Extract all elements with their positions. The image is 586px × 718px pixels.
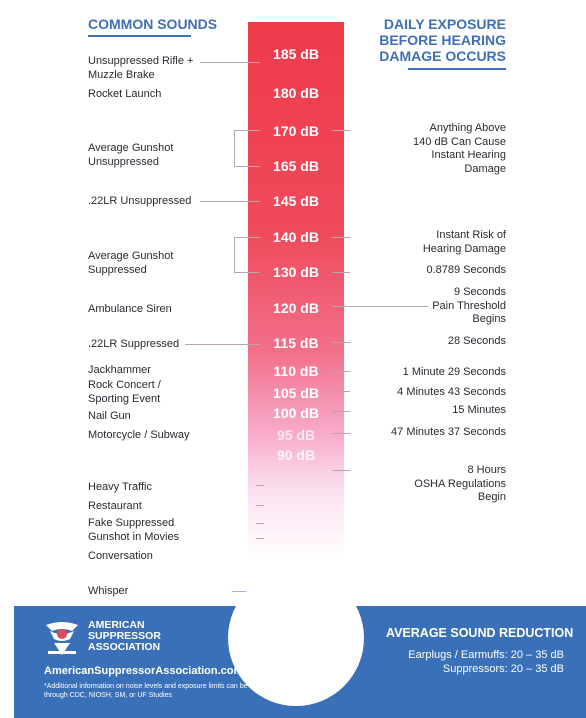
connector-line [332, 371, 350, 372]
connector-line [234, 130, 235, 166]
connector-line [332, 342, 350, 343]
connector-line [332, 272, 350, 273]
connector-line [332, 237, 350, 238]
sound-label: Motorcycle / Subway [88, 429, 190, 441]
org-url-link[interactable]: AmericanSuppressorAssociation.com [44, 665, 244, 677]
sound-label: Fake Suppressed Gunshot in Movies [88, 517, 180, 543]
connector-line [332, 411, 350, 412]
connector-line [332, 391, 350, 392]
exposure-label: 47 Minutes 37 Seconds [391, 426, 506, 438]
connector-line [332, 306, 428, 307]
sound-label: Jackhammer [88, 364, 151, 376]
db-level: 130 dB [273, 264, 319, 280]
daily-exposure-header: DAILY EXPOSURE BEFORE HEARING DAMAGE OCCURS [379, 16, 506, 64]
sound-label: Average Gunshot Suppressed [88, 250, 174, 276]
eagle-logo-icon [42, 617, 82, 659]
sound-label: Heavy Traffic [88, 481, 152, 493]
exposure-label: 1 Minute 29 Seconds [402, 366, 506, 378]
connector-line [234, 237, 260, 238]
sound-label: Restaurant [88, 500, 142, 512]
sound-label: Nail Gun [88, 410, 131, 422]
connector-line [200, 201, 260, 202]
db-level: 180 dB [273, 85, 319, 101]
footnote: *Additional information on noise levels and exposure limits can be found through CDC, NIOSH, SM, or UF Studies [44, 683, 267, 699]
reduction-earplugs: Earplugs / Earmuffs: 20 – 35 dB [408, 649, 564, 661]
connector-line [234, 272, 260, 273]
sound-label: Whisper [88, 585, 129, 597]
sound-label: Rock Concert / Sporting Event [88, 379, 161, 405]
reduction-suppressors: Suppressors: 20 – 35 dB [442, 663, 564, 675]
exposure-label: 8 Hours OSHA Regulations Begin [414, 464, 506, 503]
connector-line [200, 62, 260, 63]
connector-line [234, 130, 260, 131]
connector-line [256, 523, 264, 524]
header-underline [408, 68, 506, 70]
db-level: 170 dB [273, 123, 319, 139]
connector-line [256, 485, 264, 486]
db-level: 90 dB [276, 447, 316, 463]
db-level: 110 dB [273, 363, 319, 379]
connector-line [234, 237, 235, 272]
org-name: AMERICAN SUPPRESSOR ASSOCIATION [88, 619, 161, 653]
exposure-label: 0.8789 Seconds [426, 264, 506, 276]
db-level: 145 dB [273, 193, 319, 209]
db-level: 95 dB [276, 427, 316, 443]
sound-label: Ambulance Siren [88, 303, 172, 315]
sound-label: Unsuppressed Rifle + Muzzle Brake [88, 55, 194, 81]
exposure-label: 9 Seconds Pain Threshold Begins [432, 286, 506, 325]
connector-line [256, 538, 264, 539]
sound-label: .22LR Suppressed [88, 338, 180, 350]
exposure-label: Instant Risk of Hearing Damage [422, 229, 506, 255]
db-level: 100 dB [273, 405, 319, 421]
connector-line [332, 470, 350, 471]
db-level: 140 dB [273, 229, 319, 245]
sound-label: .22LR Unsuppressed [88, 195, 192, 207]
connector-line [332, 433, 350, 434]
db-level: 105 dB [273, 385, 319, 401]
db-level: 115 dB [273, 335, 319, 351]
db-level: 185 dB [273, 46, 319, 62]
reduction-title: AVERAGE SOUND REDUCTION [386, 626, 574, 640]
sound-label: Rocket Launch [88, 88, 162, 100]
exposure-label: Anything Above 140 dB Can Cause Instant Hearing Damage [413, 122, 506, 175]
connector-line [234, 166, 260, 167]
sound-label: Average Gunshot Unsuppressed [88, 142, 174, 168]
sound-label: Conversation [88, 550, 153, 562]
exposure-label: 28 Seconds [447, 335, 506, 347]
db-level: 120 dB [273, 300, 319, 316]
thermometer-tube [248, 22, 344, 622]
common-sounds-header: COMMON SOUNDS [88, 16, 218, 32]
exposure-label: 15 Minutes [452, 404, 506, 416]
connector-line [185, 344, 260, 345]
header-underline [88, 35, 191, 37]
db-level: 165 dB [273, 158, 319, 174]
connector-line [256, 505, 264, 506]
exposure-label: 4 Minutes 43 Seconds [397, 386, 506, 398]
connector-line [332, 130, 350, 131]
